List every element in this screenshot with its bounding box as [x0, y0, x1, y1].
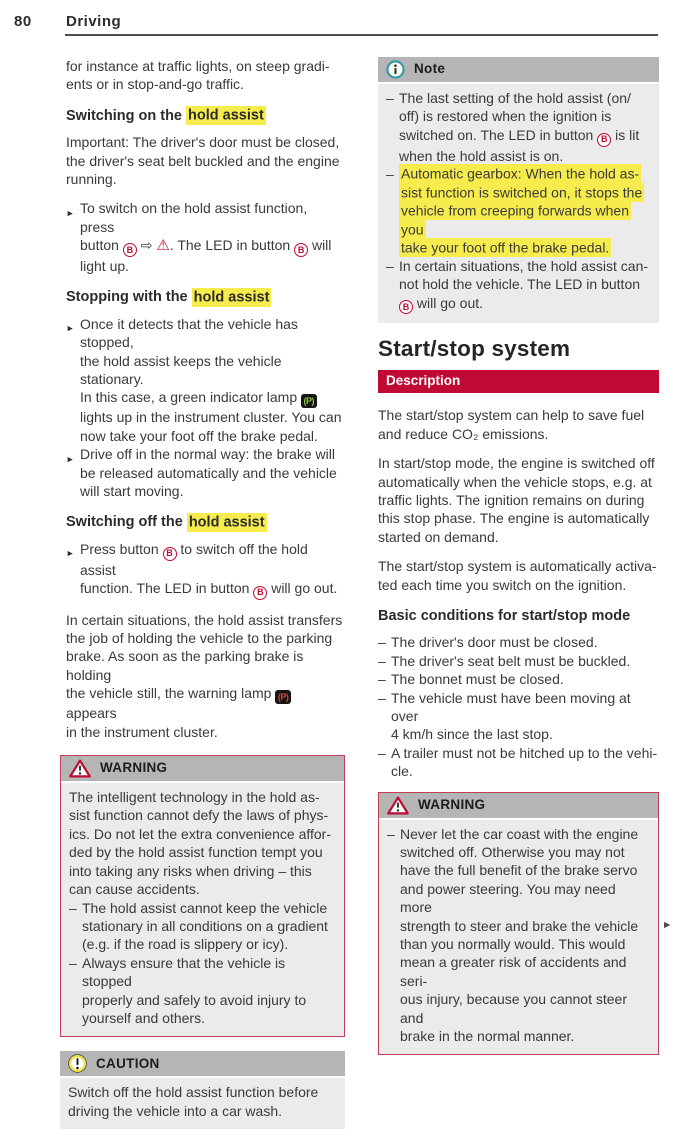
- bullet-list: [66, 315, 345, 501]
- paragraph-activated: The start/stop system is automatically activa- ted each time you switch on the ignition.: [378, 558, 657, 593]
- note-item-text: [399, 89, 651, 165]
- warning-item-text: The hold assist cannot keep the vehicle stationary in all conditions on a gradient (e.g. if the road is slippery or icy).: [82, 899, 328, 953]
- dash-marker: –: [386, 165, 394, 182]
- highlight-text: hold assist: [193, 289, 270, 306]
- caution-paragraph: Switch off the hold assist function before driving the vehicle into a car wash.: [68, 1084, 319, 1119]
- bullet-text: [80, 315, 345, 445]
- text-segment: . The LED in button: [169, 237, 295, 254]
- condition-text: A trailer must not be hitched up to the vehi- cle.: [391, 744, 658, 780]
- conditions-list: [378, 633, 659, 780]
- bullet-list-item: [66, 445, 345, 500]
- text-segment: In certain situations, the hold assist can- not hold the vehicle. The LED in button: [399, 257, 649, 293]
- description-bar: Description: [378, 370, 659, 393]
- dash-marker: –: [386, 90, 394, 106]
- button-b-icon: B: [597, 133, 611, 147]
- warning-body: [61, 783, 344, 1036]
- bullet-text: [80, 199, 345, 275]
- note-list-item: [386, 257, 651, 315]
- info-icon: [386, 60, 405, 79]
- page-number: 80: [14, 13, 32, 30]
- text-segment: Switching on the: [66, 107, 187, 124]
- condition-text: The vehicle must have been moving at over 4 km/h since the last stop.: [391, 689, 631, 743]
- text-segment: The last setting of the hold assist (on/ off) is restored when the ignition is switched on. The LED in button: [399, 90, 631, 143]
- text-segment: appears in the instrument cluster.: [66, 705, 218, 740]
- warning-triangle-icon: ⚠: [156, 237, 170, 255]
- highlight-text: hold assist: [188, 107, 264, 124]
- highlight-text: Automatic gearbox: When the hold as- sist function is switched on, it stops the vehicle from creeping forwards when you take your foot off the brake pedal.: [401, 165, 643, 256]
- bullet-list-item: [66, 199, 345, 275]
- warning-title: WARNING: [418, 796, 486, 812]
- chapter-title: Driving: [66, 13, 122, 30]
- condition-item: [378, 670, 659, 688]
- warning-header: [379, 793, 658, 820]
- dash-marker: –: [378, 634, 386, 651]
- condition-item: [378, 744, 659, 781]
- heading-switching-on: [66, 107, 345, 125]
- warning-body: [379, 820, 658, 1055]
- header-rule: [65, 34, 658, 36]
- button-b-icon: B: [123, 243, 137, 257]
- button-b-icon: B: [253, 586, 267, 600]
- warning-item-text: Always ensure that the vehicle is stopped properly and safely to avoid injury to yourself and others.: [82, 954, 307, 1026]
- note-list-item: [386, 89, 651, 165]
- note-title: Note: [414, 61, 446, 77]
- caution-box: [60, 1051, 345, 1129]
- bullet-list-item: [66, 540, 345, 600]
- condition-text: The bonnet must be closed.: [391, 671, 564, 688]
- paragraph-mode: In start/stop mode, the engine is switched off automatically when the vehicle stops, e.g. at traffic lights. The ignition remains on during this stop phase. The engine is automatically started on demand.: [378, 455, 655, 545]
- warning-box: [60, 755, 345, 1037]
- heading-basic-conditions: Basic conditions for start/stop mode: [378, 607, 631, 624]
- text-segment: to switch off the hold assist function. The LED in button: [80, 540, 308, 596]
- button-b-icon: B: [294, 243, 308, 257]
- dash-marker: –: [378, 744, 386, 761]
- heading-switching-off: [66, 513, 345, 531]
- text-segment: Stopping with the: [66, 289, 192, 306]
- condition-item: [378, 633, 659, 651]
- condition-text: The driver's seat belt must be buckled.: [391, 652, 631, 669]
- paragraph-intro: for instance at traffic lights, on steep gradi- ents or in stop-and-go traffic.: [66, 58, 330, 93]
- parking-lamp-green-icon: (P): [301, 394, 317, 408]
- warning-item-text: Never let the car coast with the engine switched off. Otherwise you may not have the full benefit of the brake servo and power steering. You may need more strength to steer and brake the vehicle than you normally would. This would mean a greater risk of accidents and seri- ous injury, because you cannot steer and brake in the normal manner.: [400, 825, 639, 1045]
- ref-arrow-icon: ⇨: [140, 237, 153, 254]
- caution-body: [60, 1078, 345, 1129]
- highlight-text: hold assist: [188, 514, 265, 531]
- bullet-arrow-icon: ►: [66, 548, 75, 559]
- parking-lamp-red-icon: (P): [275, 690, 291, 704]
- condition-item: [378, 652, 659, 670]
- text-segment: will go out.: [267, 579, 338, 596]
- text-segment: is lit when the hold assist is on.: [399, 126, 640, 164]
- warning-list-item: [69, 899, 336, 954]
- note-body: [378, 84, 659, 323]
- heading-stopping: [66, 288, 345, 306]
- bullet-list: [66, 540, 345, 600]
- caution-exclamation-icon: [68, 1054, 87, 1073]
- continuation-arrow-icon: ►: [662, 919, 673, 931]
- left-column: [66, 50, 345, 1138]
- note-box: [378, 57, 659, 323]
- warning-box: [378, 792, 659, 1056]
- text-segment: will light up.: [80, 237, 332, 274]
- bullet-arrow-icon: ►: [66, 323, 75, 334]
- warning-list-item: [69, 954, 336, 1028]
- bullet-list: [66, 199, 345, 275]
- bullet-list-item: [66, 315, 345, 445]
- condition-text: The driver's door must be closed.: [391, 634, 598, 651]
- paragraph-important: Important: The driver's door must be closed, the driver's seat belt buckled and the engine running.: [66, 134, 340, 188]
- text-segment: lights up in the instrument cluster. You can now take your foot off the brake pedal.: [80, 409, 342, 444]
- note-item-text: [399, 257, 651, 315]
- text-segment: Press button: [80, 540, 163, 557]
- bullet-arrow-icon: ►: [66, 207, 75, 218]
- dash-marker: –: [378, 652, 386, 669]
- button-b-icon: B: [163, 547, 177, 561]
- dash-marker: –: [386, 257, 394, 274]
- text-segment: To switch on the hold assist function, press button: [80, 200, 308, 254]
- button-b-icon: B: [399, 300, 413, 314]
- bullet-text: [80, 540, 345, 600]
- text-segment: In certain situations, the hold assist transfers the job of holding the vehicle to the parking brake. As soon as the parking brake is holding the vehicle still, the warning lamp: [66, 611, 343, 702]
- paragraph-co2: The start/stop system can help to save fuel and reduce CO₂ emissions.: [378, 407, 645, 442]
- dash-marker: –: [69, 899, 77, 916]
- caution-header: [60, 1051, 345, 1078]
- dash-marker: –: [378, 671, 386, 688]
- bullet-arrow-icon: ►: [66, 453, 75, 464]
- warning-paragraph: The intelligent technology in the hold as- sist function cannot defy the laws of phys- ics. Do not let the extra convenience affor- ded by the hold assist function tempt you into taking any risks when driving – this can cause accidents.: [69, 789, 331, 898]
- warning-list-item: [387, 825, 650, 1046]
- condition-item: [378, 689, 659, 744]
- bullet-text: Drive off in the normal way: the brake will be released automatically and the vehicle will start moving.: [80, 446, 337, 500]
- caution-title: CAUTION: [96, 1055, 160, 1071]
- text-segment: Once it detects that the vehicle has stopped, the hold assist keeps the vehicle stationary. In this case, a green indicator lamp: [80, 315, 298, 406]
- warning-triangle-icon: [69, 759, 91, 778]
- warning-triangle-icon: [387, 796, 409, 815]
- warning-header: [61, 756, 344, 783]
- dash-marker: –: [378, 689, 386, 706]
- note-header: [378, 57, 659, 84]
- warning-title: WARNING: [100, 760, 168, 776]
- dash-marker: –: [387, 825, 395, 842]
- text-segment: Switching off the: [66, 514, 187, 531]
- note-list-item: [386, 165, 651, 257]
- dash-marker: –: [69, 954, 77, 971]
- right-column: [378, 50, 659, 1064]
- section-title: Start/stop system: [378, 336, 571, 362]
- text-segment: will go out.: [413, 294, 484, 311]
- note-item-text: [399, 165, 651, 257]
- paragraph-transfer: [66, 611, 345, 741]
